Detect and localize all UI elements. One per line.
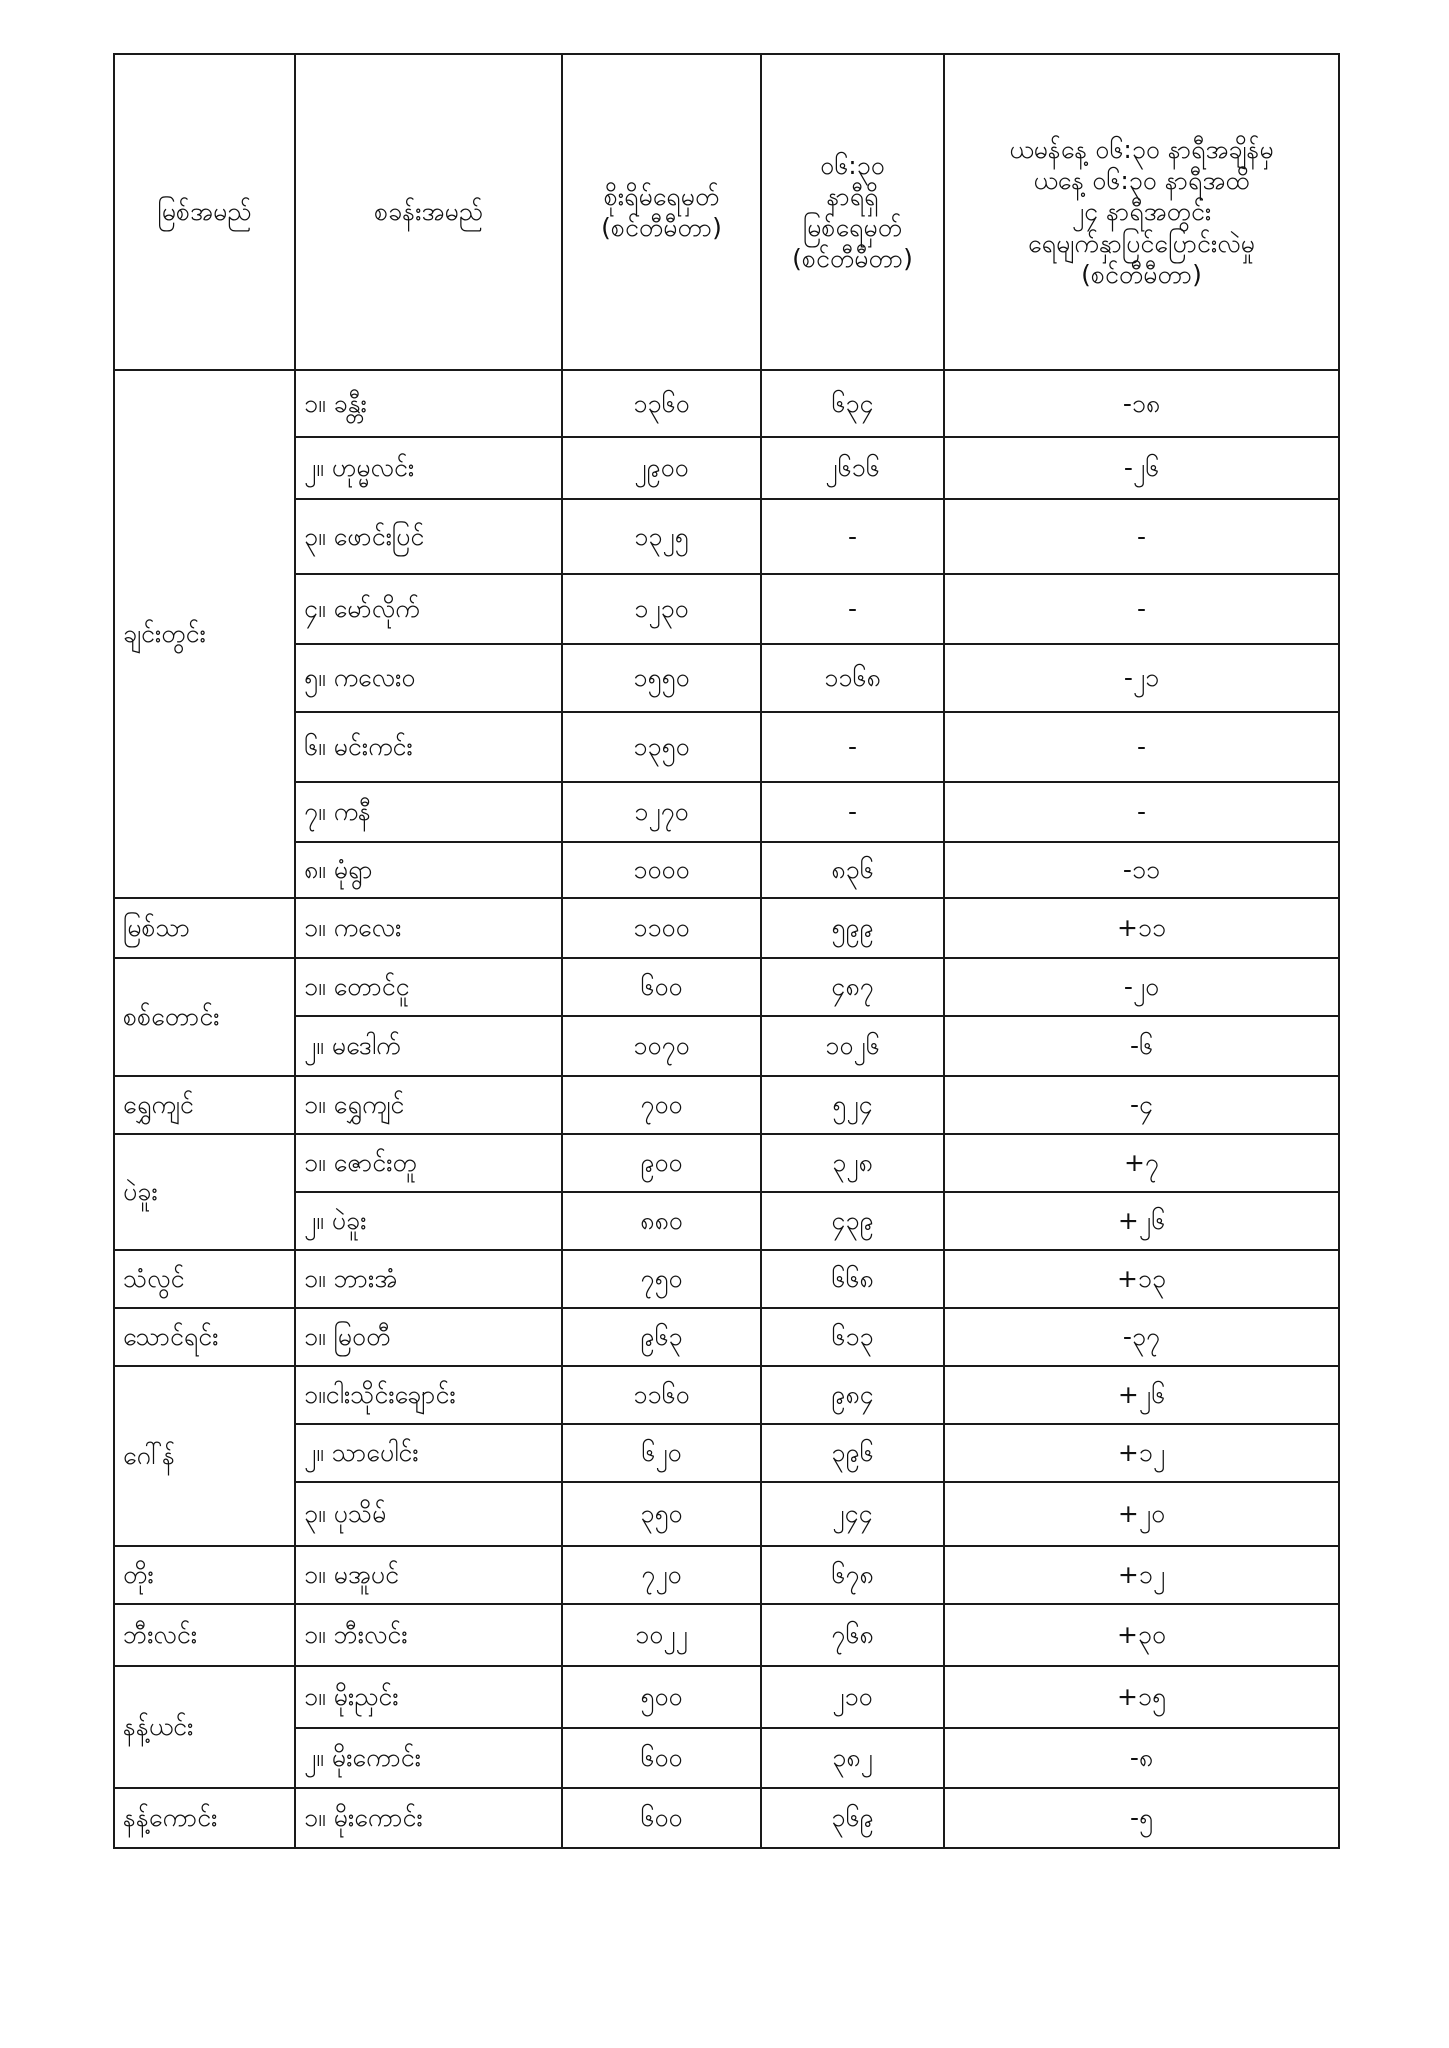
table-row: [114, 1546, 1339, 1604]
station-name-cell: ၁။ မြဝတီ: [295, 1308, 562, 1366]
level-change-cell: +၂၆: [944, 1192, 1339, 1250]
level-change-cell: +၇: [944, 1134, 1339, 1192]
level-change-cell: +၂၆: [944, 1366, 1339, 1424]
table-row: [114, 1788, 1339, 1848]
river-name-cell: ပဲခူး: [114, 1134, 295, 1250]
header-level-time: ၀၆:၃၀: [820, 150, 885, 180]
table-row: [114, 1366, 1339, 1424]
station-name-cell: ၆။ မင်းကင်း: [295, 712, 562, 782]
header-current-level: [761, 54, 944, 370]
current-level-cell: ၇၆၈: [761, 1604, 944, 1666]
danger-level-cell: ၁၂၇၀: [562, 782, 761, 842]
current-level-cell: ၆၆၈: [761, 1250, 944, 1308]
current-level-cell: ၈၃၆: [761, 842, 944, 898]
danger-level-cell: ၂၉၀၀: [562, 437, 761, 499]
station-name-cell: ၂။ သာပေါင်း: [295, 1424, 562, 1482]
danger-level-cell: ၁၀၀၀: [562, 842, 761, 898]
current-level-cell: ၄၈၇: [761, 958, 944, 1016]
header-row: [114, 54, 1339, 370]
danger-level-cell: ၈၈၀: [562, 1192, 761, 1250]
station-name-cell: ၄။ မော်လိုက်: [295, 574, 562, 644]
station-name-cell: ၁။ငါးသိုင်းချောင်း: [295, 1366, 562, 1424]
station-name-cell: ၂။ မဒေါက်: [295, 1016, 562, 1076]
river-name-cell: မြစ်သာ: [114, 898, 295, 958]
level-change-cell: -၃၇: [944, 1308, 1339, 1366]
level-change-cell: -၂၆: [944, 437, 1339, 499]
table-row: [114, 1076, 1339, 1134]
table-row: [114, 958, 1339, 1016]
danger-level-cell: ၆၀၀: [562, 958, 761, 1016]
station-name-cell: ၁။ ခန္တီး: [295, 370, 562, 437]
station-name-cell: ၁။ မအူပင်: [295, 1546, 562, 1604]
table-body: [114, 370, 1339, 1848]
station-name-cell: ၁။ ဇောင်းတူ: [295, 1134, 562, 1192]
level-change-cell: -၆: [944, 1016, 1339, 1076]
danger-level-cell: ၁၃၂၅: [562, 499, 761, 574]
current-level-cell: -: [761, 574, 944, 644]
danger-level-cell: ၆၀၀: [562, 1728, 761, 1788]
station-name-cell: ၂။ မိုးကောင်း: [295, 1728, 562, 1788]
danger-level-cell: ၉၆၃: [562, 1308, 761, 1366]
header-change-label: ရေမျက်နှာပြင်ပြောင်းလဲမှု: [1028, 228, 1255, 258]
header-danger-line: စိုးရိမ်ရေမှတ်: [603, 181, 720, 211]
table-row: [114, 1192, 1339, 1250]
current-level-cell: ၄၃၉: [761, 1192, 944, 1250]
danger-level-cell: ၃၅၀: [562, 1482, 761, 1546]
danger-level-cell: ၁၃၆၀: [562, 370, 761, 437]
river-name-cell: သောင်ရင်း: [114, 1308, 295, 1366]
current-level-cell: ၃၉၆: [761, 1424, 944, 1482]
danger-level-cell: ၇၀၀: [562, 1076, 761, 1134]
table-row: [114, 1016, 1339, 1076]
header-station-name: စခန်းအမည်: [295, 54, 562, 370]
level-change-cell: +၁၃: [944, 1250, 1339, 1308]
current-level-cell: ၆၇၈: [761, 1546, 944, 1604]
station-name-cell: ၁။ တောင်ငူ: [295, 958, 562, 1016]
level-change-cell: -: [944, 499, 1339, 574]
river-name-cell: တိုး: [114, 1546, 295, 1604]
header-change-from: ယမန်နေ့ ၀၆:၃၀ နာရီအချိန်မှ: [1009, 134, 1274, 164]
level-change-cell: -၂၀: [944, 958, 1339, 1016]
level-change-cell: -: [944, 712, 1339, 782]
table-row: [114, 1728, 1339, 1788]
river-name-cell: ရွှေကျင်: [114, 1076, 295, 1134]
header-level-hour: နာရီရှိ: [826, 181, 879, 211]
station-name-cell: ၂။ ဟုမ္မလင်း: [295, 437, 562, 499]
danger-level-cell: ၇၂၀: [562, 1546, 761, 1604]
current-level-cell: ၁၁၆၈: [761, 644, 944, 712]
table-row: [114, 1604, 1339, 1666]
station-name-cell: ၁။ ရွှေကျင်: [295, 1076, 562, 1134]
current-level-cell: ၉၈၄: [761, 1366, 944, 1424]
station-name-cell: ၈။ မုံရွာ: [295, 842, 562, 898]
table-row: [114, 842, 1339, 898]
level-change-cell: -၁၁: [944, 842, 1339, 898]
river-name-cell: သံလွင်: [114, 1250, 295, 1308]
table-row: [114, 1666, 1339, 1728]
table-row: [114, 1134, 1339, 1192]
danger-level-cell: ၇၅၀: [562, 1250, 761, 1308]
station-name-cell: ၁။ ကလေး: [295, 898, 562, 958]
station-name-cell: ၅။ ကလေးဝ: [295, 644, 562, 712]
station-name-cell: ၃။ ဖောင်းပြင်: [295, 499, 562, 574]
table-row: [114, 437, 1339, 499]
table-row: [114, 782, 1339, 842]
level-change-cell: -၅: [944, 1788, 1339, 1848]
current-level-cell: ၂၄၄: [761, 1482, 944, 1546]
header-river-name: မြစ်အမည်: [114, 54, 295, 370]
table-row: [114, 898, 1339, 958]
river-name-cell: ချင်းတွင်း: [114, 370, 295, 898]
header-change-unit: (စင်တီမီတာ): [1081, 259, 1202, 289]
table-row: [114, 370, 1339, 437]
current-level-cell: -: [761, 499, 944, 574]
danger-level-cell: ၉၀၀: [562, 1134, 761, 1192]
header-change-period: ၂၄ နာရီအတွင်း: [1071, 197, 1212, 227]
level-change-cell: +၁၅: [944, 1666, 1339, 1728]
table-row: [114, 712, 1339, 782]
header-level-unit: (စင်တီမီတာ): [792, 244, 913, 274]
danger-level-cell: ၁၀၇၀: [562, 1016, 761, 1076]
danger-level-cell: ၆၀၀: [562, 1788, 761, 1848]
level-change-cell: -၈: [944, 1728, 1339, 1788]
table-row: [114, 1482, 1339, 1546]
river-name-cell: နန့်ယင်း: [114, 1666, 295, 1788]
current-level-cell: ၅၂၄: [761, 1076, 944, 1134]
danger-level-cell: ၁၁၀၀: [562, 898, 761, 958]
danger-level-cell: ၁၃၅၀: [562, 712, 761, 782]
station-name-cell: ၂။ ပဲခူး: [295, 1192, 562, 1250]
current-level-cell: -: [761, 782, 944, 842]
station-name-cell: ၁။ မိုးညှင်း: [295, 1666, 562, 1728]
river-level-table: [113, 53, 1340, 1849]
level-change-cell: +၃၀: [944, 1604, 1339, 1666]
danger-level-cell: ၅၀၀: [562, 1666, 761, 1728]
station-name-cell: ၁။ ဘားအံ: [295, 1250, 562, 1308]
level-change-cell: -၁၈: [944, 370, 1339, 437]
current-level-cell: ၂၁၀: [761, 1666, 944, 1728]
table-header: [114, 54, 1339, 370]
current-level-cell: ၆၁၃: [761, 1308, 944, 1366]
current-level-cell: ၅၉၉: [761, 898, 944, 958]
river-name-cell: စစ်တောင်း: [114, 958, 295, 1076]
header-danger-unit: (စင်တီမီတာ): [601, 213, 722, 242]
table-row: [114, 1250, 1339, 1308]
danger-level-cell: ၁၅၅၀: [562, 644, 761, 712]
danger-level-cell: ၁၂၃၀: [562, 574, 761, 644]
danger-level-cell: ၆၂၀: [562, 1424, 761, 1482]
level-change-cell: -၂၁: [944, 644, 1339, 712]
station-name-cell: ၃။ ပုသိမ်: [295, 1482, 562, 1546]
header-change-to: ယနေ့ ၀၆:၃၀ နာရီအထိ: [1033, 166, 1250, 196]
current-level-cell: ၃၂၈: [761, 1134, 944, 1192]
current-level-cell: ၂၆၁၆: [761, 437, 944, 499]
station-name-cell: ၁။ မိုးကောင်း: [295, 1788, 562, 1848]
header-level-label: မြစ်ရေမှတ်: [802, 213, 903, 242]
danger-level-cell: ၁၀၂၂: [562, 1604, 761, 1666]
river-name-cell: ဂေါ်န်: [114, 1366, 295, 1546]
level-change-cell: +၁၂: [944, 1546, 1339, 1604]
header-24h-change: [944, 54, 1339, 370]
table-row: [114, 1308, 1339, 1366]
current-level-cell: -: [761, 712, 944, 782]
river-name-cell: ဘီးလင်း: [114, 1604, 295, 1666]
level-change-cell: -: [944, 782, 1339, 842]
current-level-cell: ၆၃၄: [761, 370, 944, 437]
table-row: [114, 1424, 1339, 1482]
level-change-cell: -၄: [944, 1076, 1339, 1134]
table-row: [114, 574, 1339, 644]
current-level-cell: ၁၀၂၆: [761, 1016, 944, 1076]
table-row: [114, 499, 1339, 574]
danger-level-cell: ၁၁၆၀: [562, 1366, 761, 1424]
river-name-cell: နန့်ကောင်း: [114, 1788, 295, 1848]
level-change-cell: -: [944, 574, 1339, 644]
station-name-cell: ၁။ ဘီးလင်း: [295, 1604, 562, 1666]
level-change-cell: +၁၁: [944, 898, 1339, 958]
level-change-cell: +၁၂: [944, 1424, 1339, 1482]
table-row: [114, 644, 1339, 712]
header-danger-level: [562, 54, 761, 370]
station-name-cell: ၇။ ကနီ: [295, 782, 562, 842]
current-level-cell: ၃၈၂: [761, 1728, 944, 1788]
level-change-cell: +၂၀: [944, 1482, 1339, 1546]
current-level-cell: ၃၆၉: [761, 1788, 944, 1848]
